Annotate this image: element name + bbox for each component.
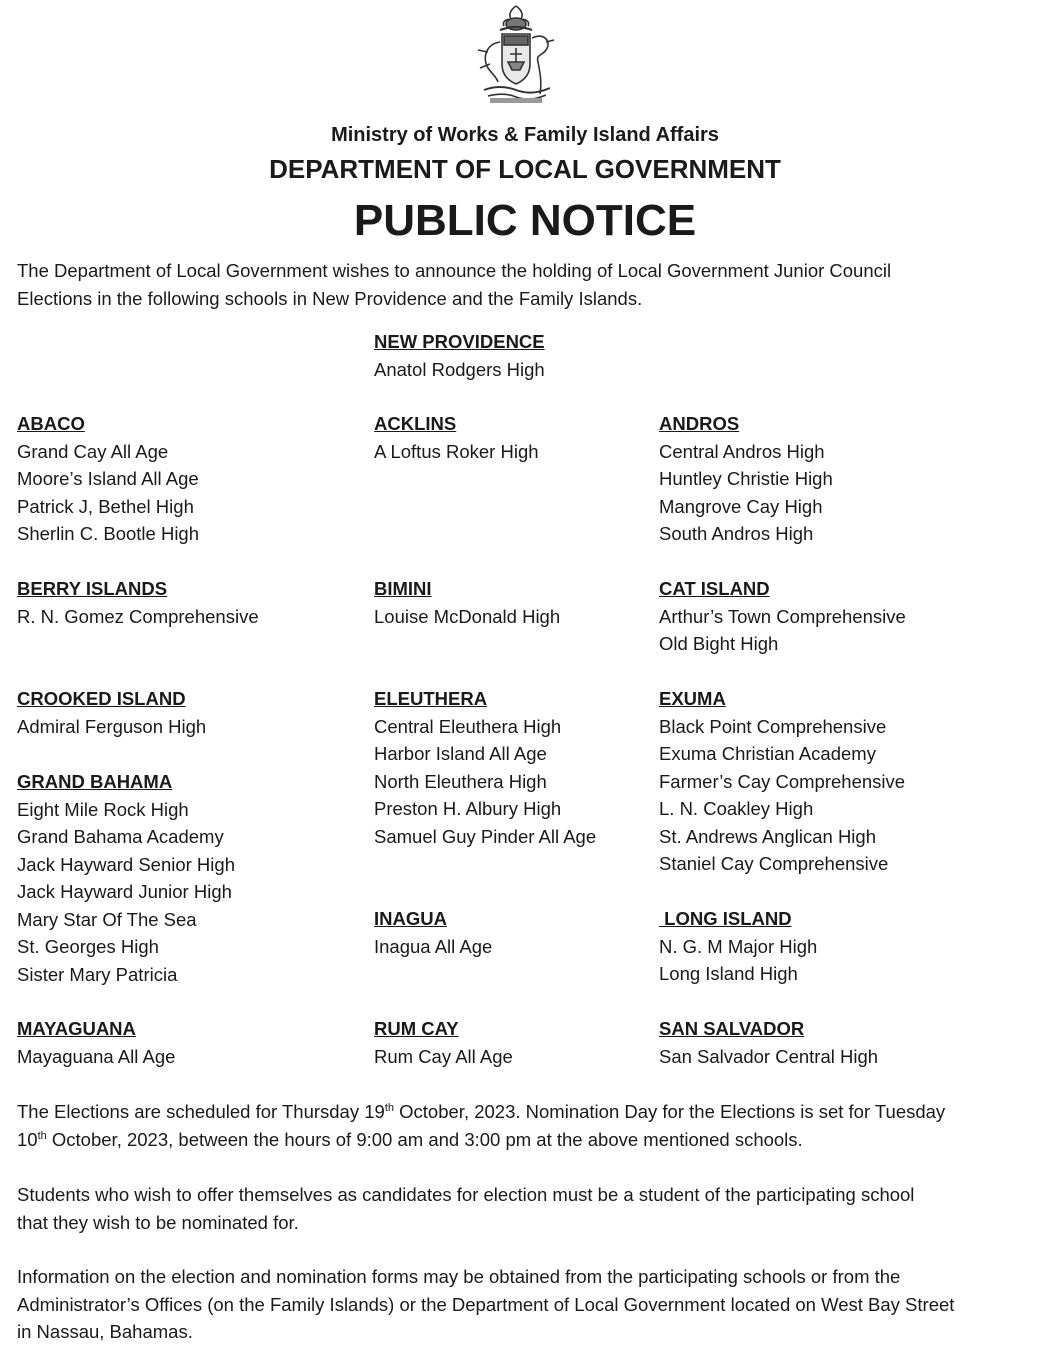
group-heading: LONG ISLAND [659,908,792,929]
group-heading: ELEUTHERA [374,688,488,709]
group-abaco [17,410,199,548]
school-item: Central Eleuthera High [374,715,562,737]
school-item: Exuma Christian Academy [659,743,876,764]
eligibility-paragraph: Students who wish to offer themselves as candidates for election must be a student of the participating school that they wish to be nominated for. [17,1184,915,1233]
school-item: Mary Star Of The Sea [17,908,197,930]
group-crooked-island [17,685,206,740]
group-heading: RUM CAY [374,1018,459,1039]
group-long-island [659,905,817,988]
ministry-name: Ministry of Works & Family Island Affairs [331,124,719,146]
school-item: Sherlin C. Bootle High [17,523,200,544]
bahamas-coat-of-arms-icon [470,2,562,106]
school-item: Harbor Island All Age [374,743,547,764]
group-mayaguana [17,1015,175,1070]
school-item: Grand Bahama Academy [17,826,224,847]
group-san-salvador [659,1015,878,1070]
school-item: Inagua All Age [374,935,493,957]
school-item: St. Andrews Anglican High [659,825,876,847]
group-berry-islands [17,575,259,630]
school-item: Jack Hayward Junior High [17,881,232,902]
school-item: Huntley Christie High [659,468,833,489]
school-item: Farmer’s Cay Comprehensive [659,770,906,792]
school-item: Anatol Rodgers High [374,358,545,380]
school-item: Moore’s Island All Age [17,468,199,489]
school-item: Louise McDonald High [374,605,561,627]
group-heading: NEW PROVIDENCE [374,331,545,352]
school-item: Grand Cay All Age [17,440,169,462]
group-heading: INAGUA [374,908,447,929]
group-heading: ACKLINS [374,413,457,434]
school-item: Staniel Cay Comprehensive [659,853,889,874]
group-acklins [374,410,539,465]
department-name: DEPARTMENT OF LOCAL GOVERNMENT [269,154,781,184]
school-item: Rum Cay All Age [374,1045,513,1067]
school-item: Eight Mile Rock High [17,798,189,820]
school-item: Mayaguana All Age [17,1045,176,1067]
group-heading: MAYAGUANA [17,1018,136,1039]
intro-paragraph: The Department of Local Government wishes to announce the holding of Local Government Junior Council Elections in the following schools in New Providence and the Family Islands. [17,260,892,309]
group-new-providence [374,328,545,383]
school-item: Jack Hayward Senior High [17,853,235,875]
group-heading: BERRY ISLANDS [17,578,168,599]
school-item: St. Georges High [17,936,159,957]
group-heading: EXUMA [659,688,726,709]
group-andros [659,410,833,548]
schedule-paragraph: The Elections are scheduled for Thursday 19th October, 2023. Nomination Day for the Elections is set for Tuesday 10th October, 2023, between the hours of 9:00 am and 3:00 pm at the above mentioned schools. [17,1101,946,1150]
group-heading: CAT ISLAND [659,578,770,599]
school-item: L. N. Coakley High [659,798,814,819]
school-item: Central Andros High [659,440,825,462]
school-item: Old Bight High [659,633,779,654]
group-heading: BIMINI [374,578,432,599]
information-paragraph: Information on the election and nomination forms may be obtained from the participating schools or from the Administrator’s Offices (on the Family Islands) or the Department of Local Government located on West Bay Street in Nassau, Bahamas. [17,1266,955,1342]
page-title: PUBLIC NOTICE [353,196,697,245]
school-item: South Andros High [659,523,814,544]
school-item: Admiral Ferguson High [17,715,207,737]
school-item: Preston H. Albury High [374,798,562,819]
group-heading: CROOKED ISLAND [17,688,186,709]
group-heading: GRAND BAHAMA [17,771,173,792]
school-item: Arthur’s Town Comprehensive [659,605,906,627]
school-item: San Salvador Central High [659,1045,879,1067]
group-inagua [374,905,492,960]
group-rum-cay [374,1015,513,1070]
group-heading: ABACO [17,413,85,434]
school-item: Black Point Comprehensive [659,715,887,737]
group-exuma [659,685,905,878]
school-item: R. N. Gomez Comprehensive [17,605,259,627]
school-item: N. G. M Major High [659,935,818,957]
group-cat-island [659,575,906,658]
group-heading: ANDROS [659,413,740,434]
school-item: A Loftus Roker High [374,440,539,462]
group-heading: SAN SALVADOR [659,1018,805,1039]
group-eleuthera [374,685,596,850]
school-item: Patrick J, Bethel High [17,495,194,517]
school-item: North Eleuthera High [374,770,547,792]
school-item: Samuel Guy Pinder All Age [374,825,597,847]
school-item: Long Island High [659,963,798,984]
school-item: Sister Mary Patricia [17,963,178,985]
group-bimini [374,575,560,630]
school-item: Mangrove Cay High [659,495,823,517]
group-grand-bahama [17,768,235,988]
